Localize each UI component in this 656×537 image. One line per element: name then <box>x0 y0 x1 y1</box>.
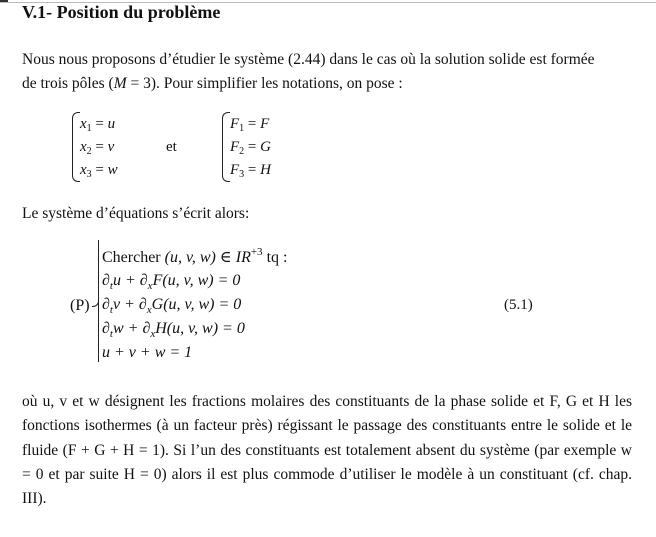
def-right-3: $F_3 = H$ <box>230 162 271 180</box>
defs-connector: et <box>166 139 177 155</box>
explanation-line-4: exemple w = 0 et par suite H = 0) alors il est plus commode d’utiliser le modèle à un <box>22 441 632 483</box>
system-line-1: Chercher (u, v, w) ∈ $IR^{+3}$ tq : <box>102 246 288 266</box>
intro-paragraph <box>22 48 632 96</box>
left-brace <box>72 112 80 182</box>
def-left-1: $x_1 = u$ <box>80 116 116 134</box>
explanation-line-2: fonctions isothermes (à un facteur près) régissant le passage des constituants entre le solide et <box>22 417 616 435</box>
explanation-line-5: constituant (cf. chap. III). <box>22 465 633 508</box>
intro-line-2-end: = 3). Pour simplifier les notations, on pose : <box>126 75 403 92</box>
def-left-2: $x_2 = v$ <box>80 139 115 157</box>
explanation-line-1: où u, v et w désignent les fractions molaires des constituants de la phase solide et F, G et H les <box>22 393 632 410</box>
equation-number: (5.1) <box>504 297 533 313</box>
system-intro: Le système d’équations s’écrit alors: <box>22 205 250 222</box>
explanation-line-3: le fluide (F + G + H = 1). Si l’un des constituants est totalement absent du système (par <box>22 417 632 459</box>
intro-line-1: Nous nous proposons d’étudier le système (2.44) dans le cas où la solution solide est formée <box>22 51 595 68</box>
system-line-5: u + v + w = 1 <box>102 344 193 361</box>
intro-line-2-var: M <box>113 75 127 92</box>
explanation-paragraph <box>22 390 632 511</box>
right-brace <box>222 112 230 182</box>
system-label: (P) <box>70 297 90 314</box>
def-right-2: $F_2 = G$ <box>230 139 271 157</box>
system-line-2: $\partial_tu + \partial_xF(u$, v, w) = 0 <box>102 272 241 292</box>
system-line-3: $\partial_tv + \partial_xG(u$, v, w) = 0 <box>102 296 242 316</box>
section-heading: V.1- Position du problème <box>22 2 221 22</box>
def-right-1: $F_1 = F$ <box>230 116 270 134</box>
system-line-4: $\partial_tw + \partial_xH(u$, v, w) = 0 <box>102 320 245 340</box>
intro-line-2-start: de trois pôles ( <box>22 75 114 92</box>
def-left-3: $x_3 = w$ <box>80 162 118 180</box>
